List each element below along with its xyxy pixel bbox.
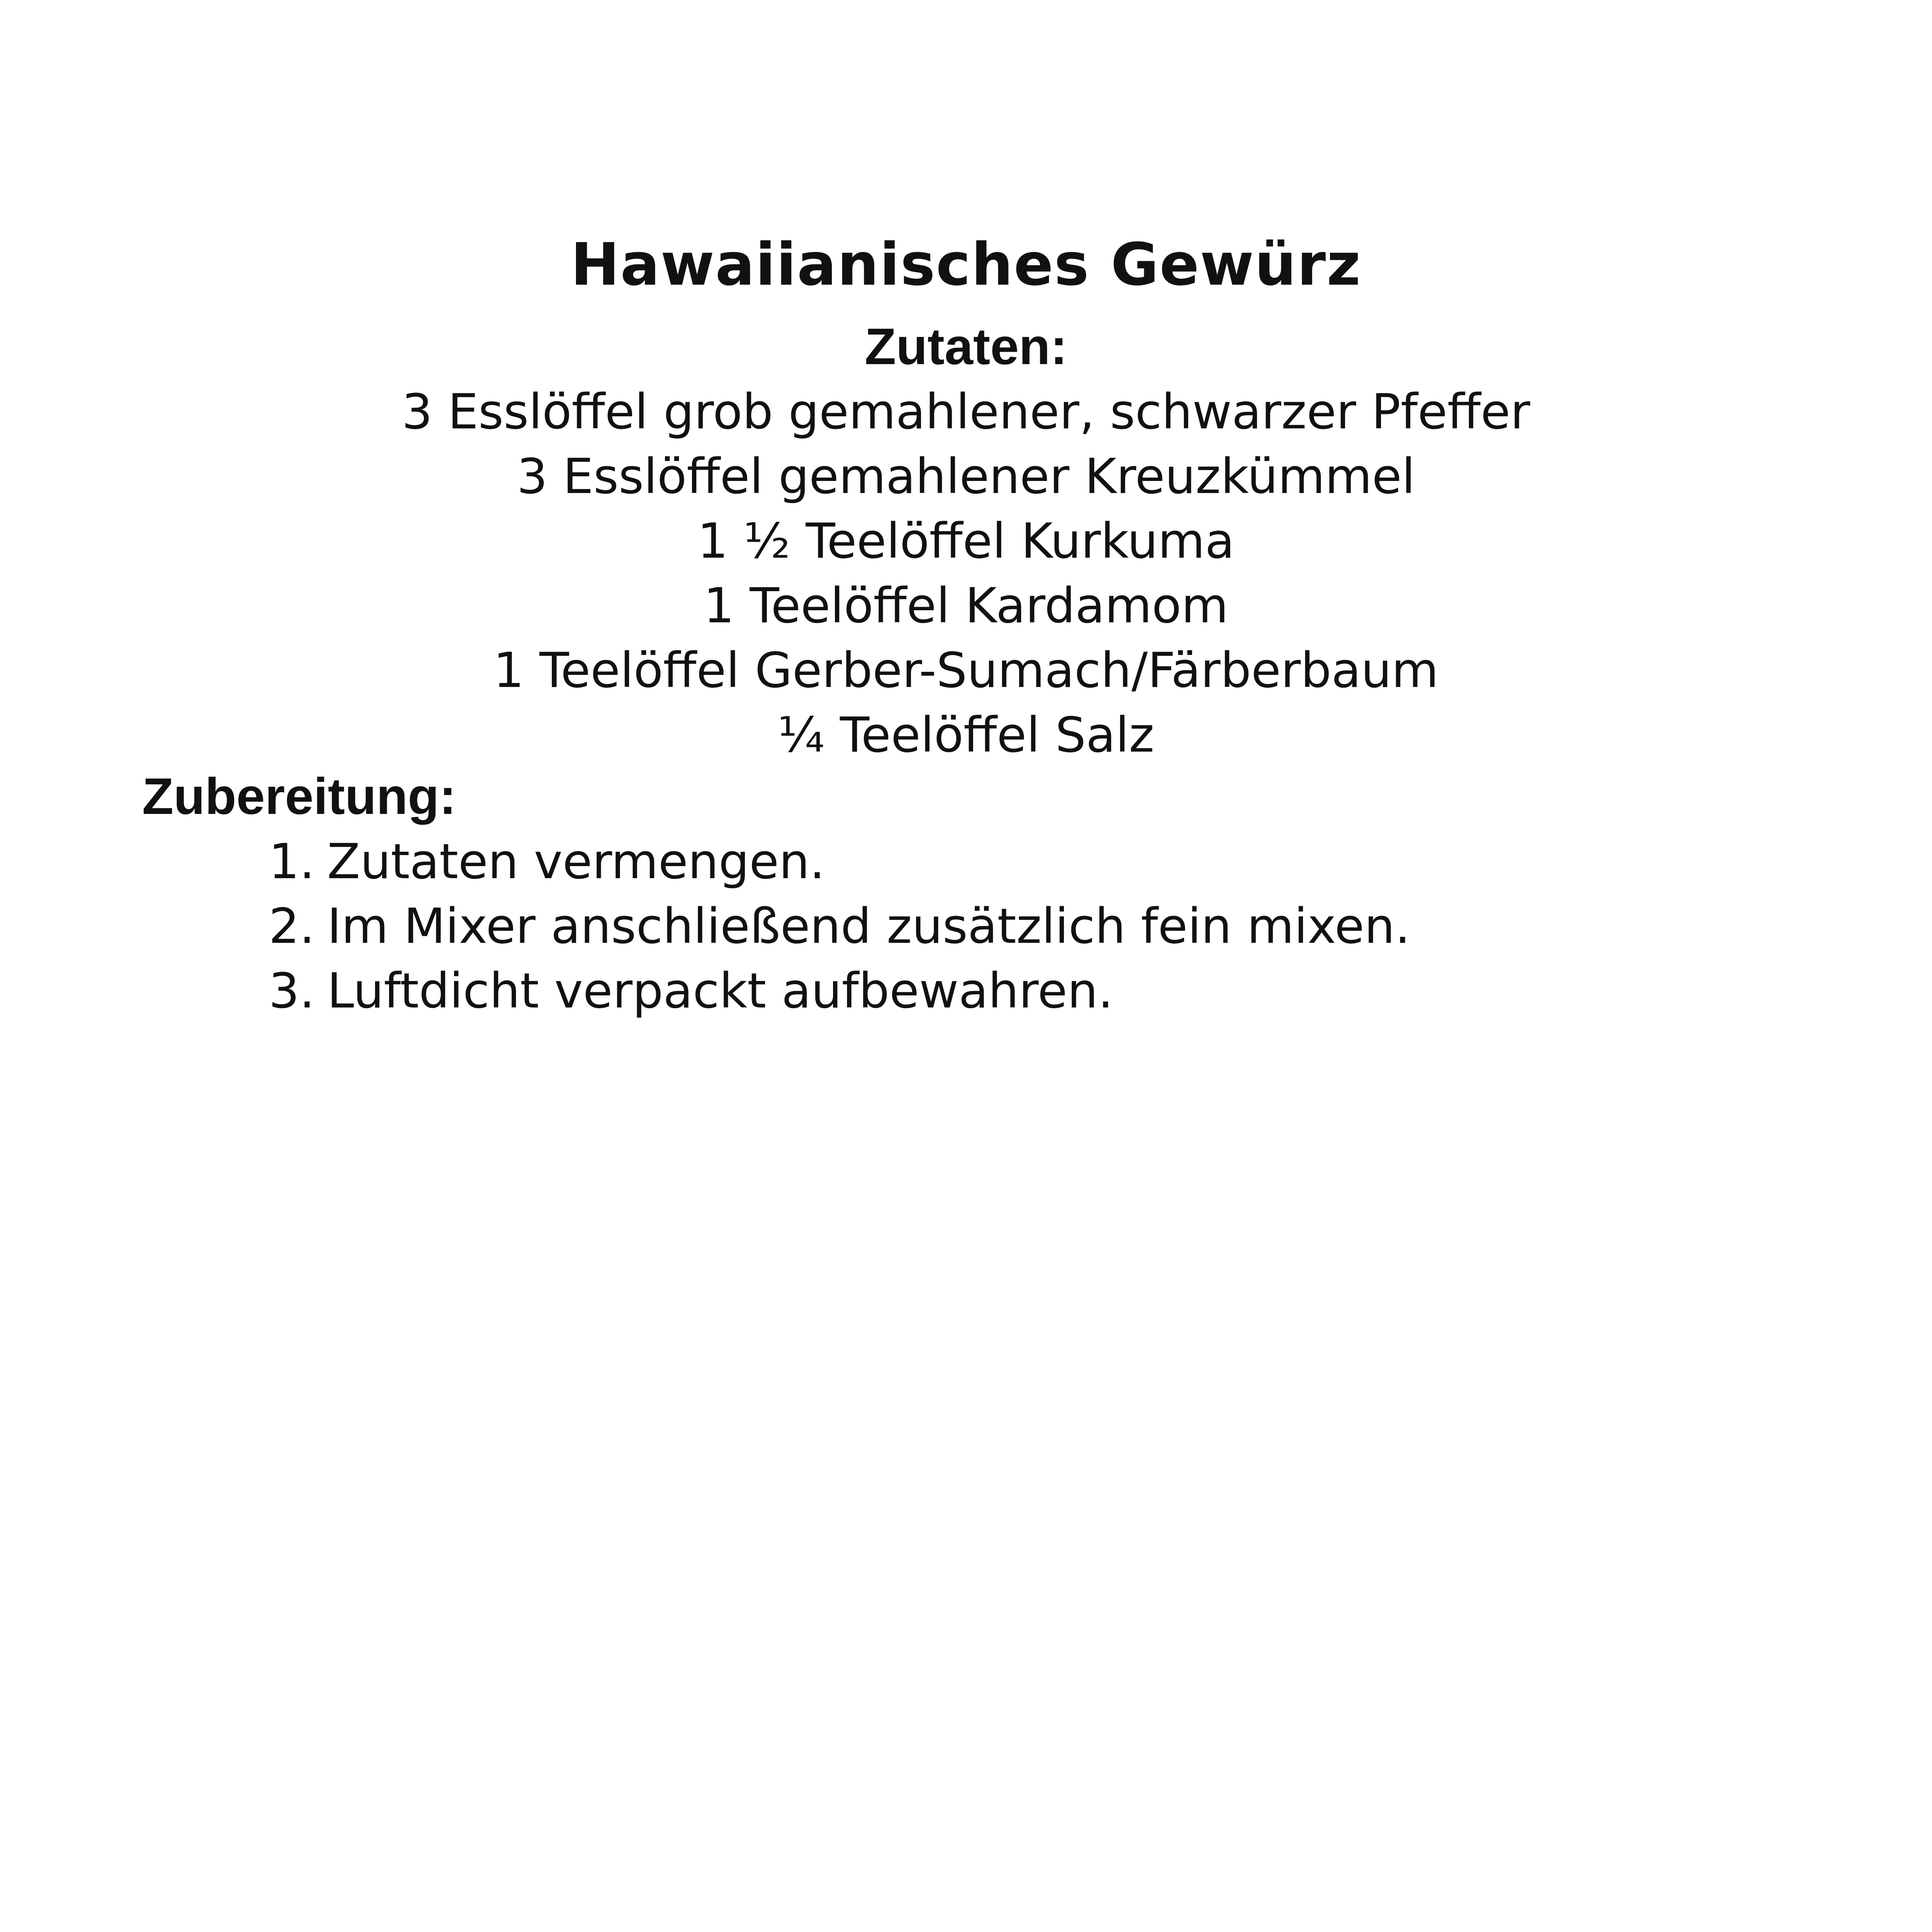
step-number: 2.: [269, 898, 315, 955]
ingredient-item: 1 ½ Teelöffel Kurkuma: [697, 513, 1235, 569]
step-item: [269, 894, 1410, 959]
preparation-heading: Zubereitung:: [142, 768, 456, 825]
step-text: Luftdicht verpackt aufbewahren.: [327, 963, 1113, 1019]
preparation-steps: [269, 830, 1410, 1023]
step-item: [269, 959, 1410, 1023]
ingredient-item: ¼ Teelöffel Salz: [778, 707, 1154, 763]
recipe-title: Hawaiianisches Gewürz: [571, 231, 1361, 299]
step-text: Im Mixer anschließend zusätzlich fein mixen.: [327, 898, 1411, 955]
ingredient-item: 1 Teelöffel Kardamom: [703, 578, 1229, 634]
step-text: Zutaten vermengen.: [327, 834, 825, 890]
ingredients-list: [0, 380, 1932, 768]
ingredient-item: 3 Esslöffel grob gemahlener, schwarzer Pfeffer: [402, 384, 1530, 440]
ingredient-item: 3 Esslöffel gemahlener Kreuzkümmel: [517, 449, 1415, 505]
step-number: 3.: [269, 963, 315, 1019]
ingredients-heading: Zutaten:: [865, 318, 1067, 375]
step-item: [269, 830, 1410, 894]
step-number: 1.: [269, 834, 315, 890]
ingredient-item: 1 Teelöffel Gerber-Sumach/Färberbaum: [493, 643, 1439, 699]
